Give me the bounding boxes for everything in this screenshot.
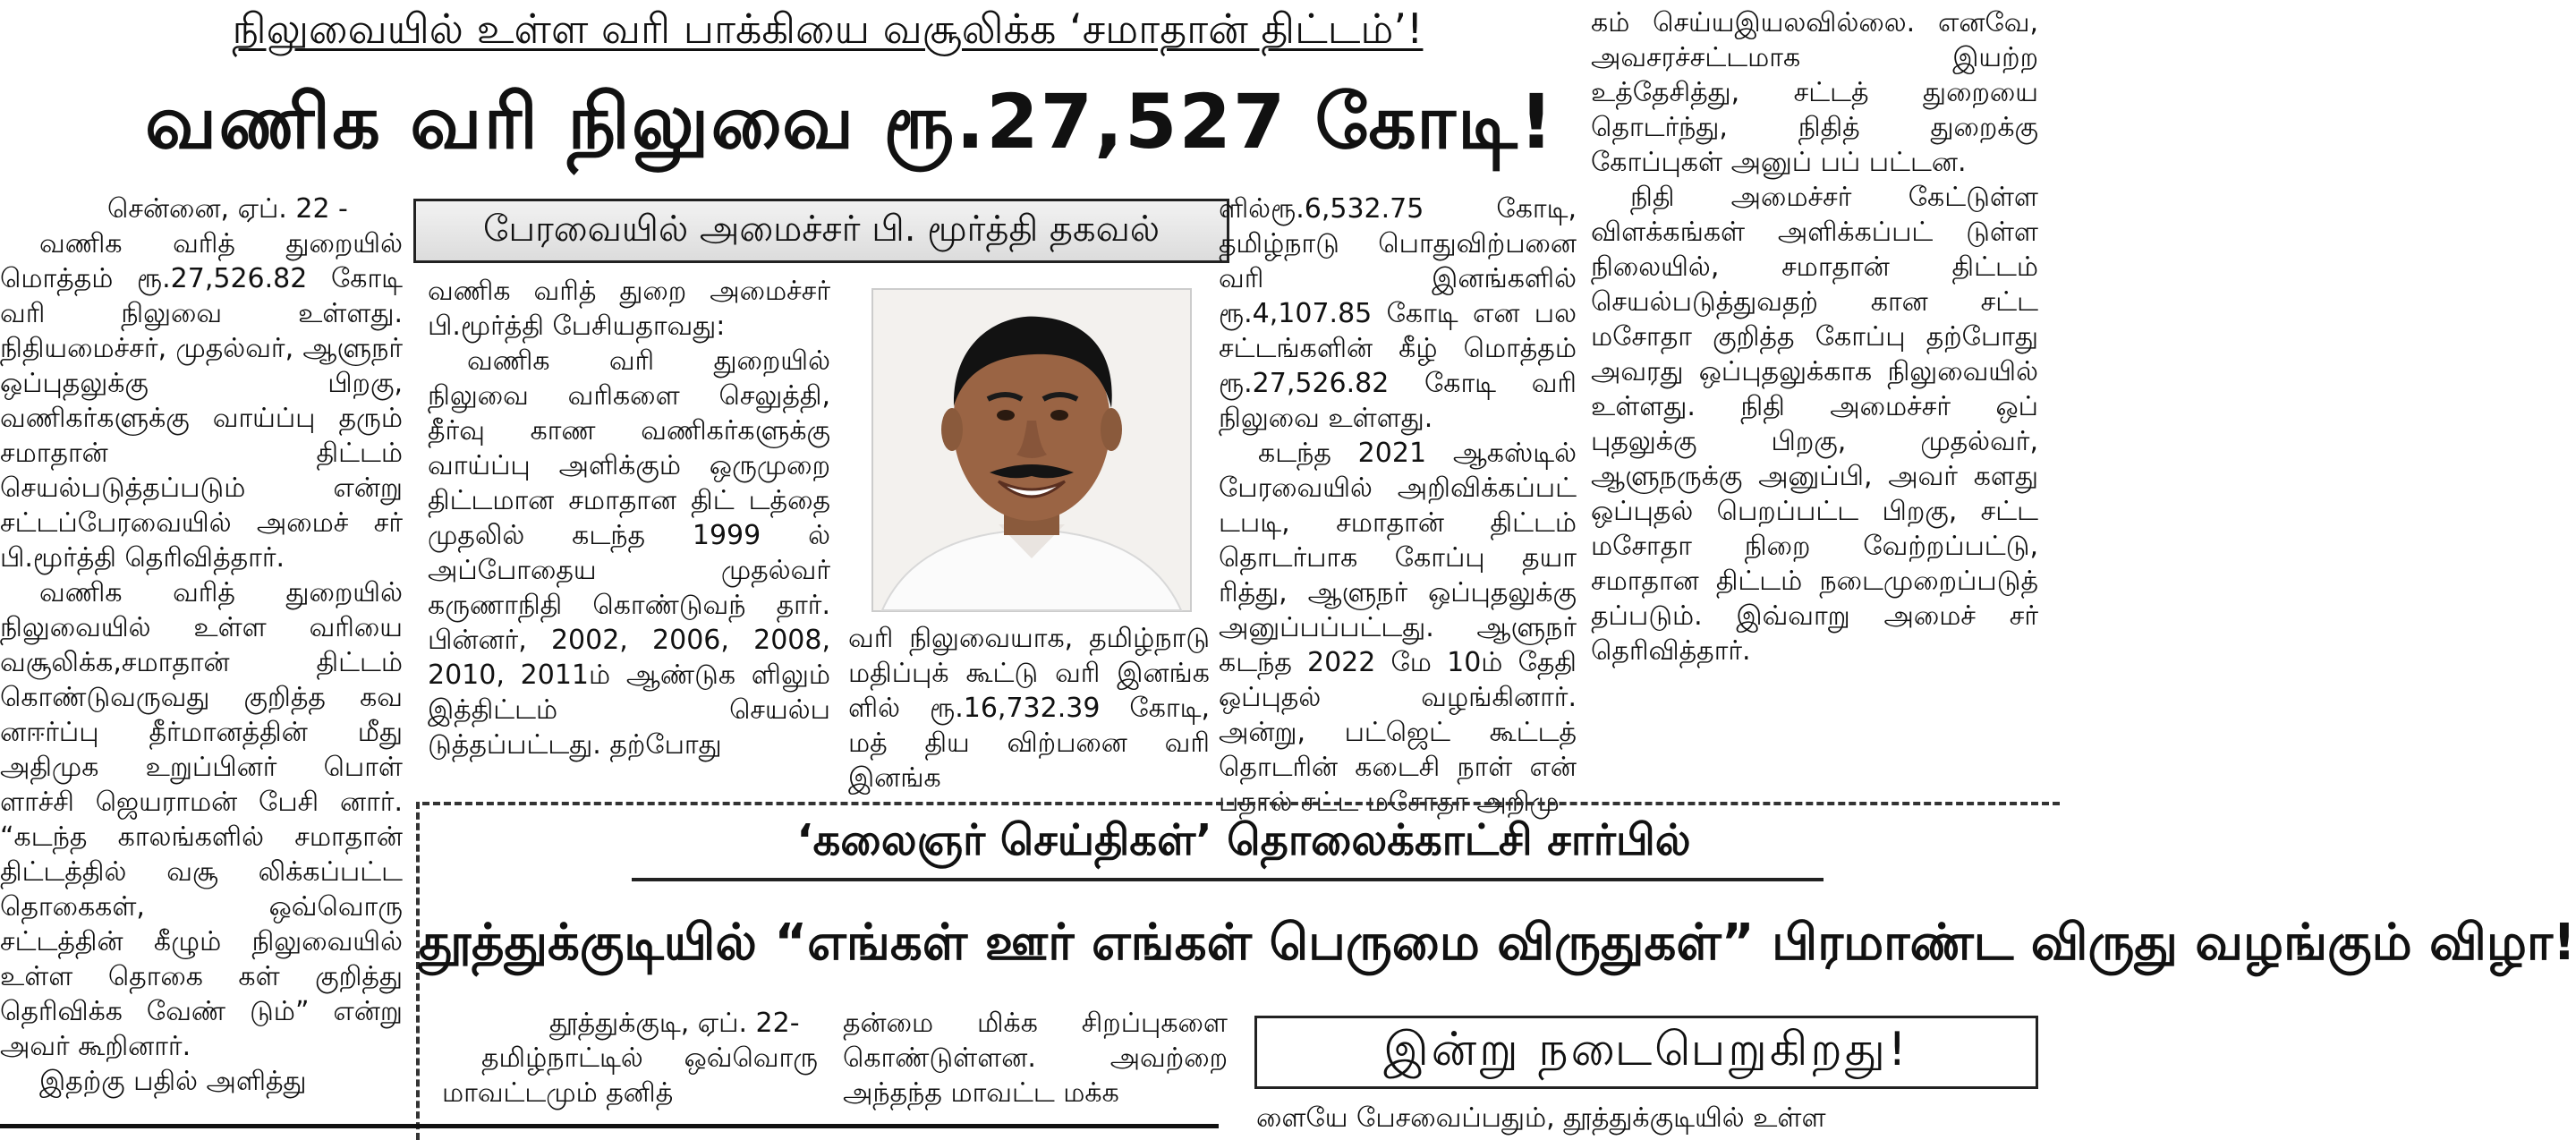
story2-kicker: ‘கலைஞர் செய்திகள்’ தொலைக்காட்சி சார்பில் [796, 815, 1691, 865]
paragraph: இதற்கு பதில் அளித்து [39, 1066, 307, 1097]
paragraph: வணிக வரி துறையில் நிலுவை வரிகளை செலுத்தி, தீர்வு காண வணிகர்களுக்கு வாய்ப்பு அளிக்கும் ஒருமுறை திட்டமான சமாதான திட் டத்தை முதலில் கடந்த 1999 ல் அப்போதைய முதல்வர் கருணாநிதி கொண்டுவந் தார். பின்னர், 2002, 2006, 2008, 2010, 2011ம் ஆண்டுக ளிலும் இத்திட்டம் செயல்ப டுத்தப்பட்டது. தற்போது [428, 345, 830, 761]
story2-column-1 [442, 1006, 818, 1110]
section-divider [422, 802, 2060, 805]
minister-photo [871, 288, 1192, 612]
subheadline-box [413, 199, 1229, 263]
article-column-4 [1219, 191, 1577, 820]
paragraph: ளையே பேசவைப்பதும், தூத்துக்குடியில் உள்ள [1256, 1102, 1826, 1134]
paragraph: ளில்ரூ.6,532.75 கோடி, தமிழ்நாடு பொதுவிற்பனை வரி இனங்களில் ரூ.4,107.85 கோடி என பல சட்டங்களின் கீழ் மொத்தம் ரூ.27,526.82 கோடி வரி நிலுவை உள்ளது. [1219, 193, 1577, 434]
article-column-1 [0, 191, 403, 1099]
dateline: சென்னை, ஏப். 22 - [107, 193, 348, 225]
paragraph: வணிக வரித் துறையில் நிலுவையில் உள்ள வரியை வசூலிக்க,சமாதான் திட்டம் கொண்டுவருவது குறித்த கவ னஈர்ப்பு தீர்மானத்தின் மீது அதிமுக உறுப்பினர் பொள் ளாச்சி ஜெயராமன் பேசி னார். “கடந்த காலங்களில் சமாதான் திட்டத்தில் வசூ லிக்கப்பட்ட தொகைகள், ஒவ்வொரு சட்டத்தின் கீழும் நிலுவையில் உள்ள தொகை கள் குறித்து தெரிவிக்க வேண் டும்” என்று அவர் கூறினார். [0, 577, 403, 1062]
story2-column-2 [843, 1006, 1228, 1110]
paragraph: வணிக வரித் துறையில் மொத்தம் ரூ.27,526.82 கோடி வரி நிலுவை உள்ளது. நிதியமைச்சர், முதல்வர், ஆளுநர் ஒப்புதலுக்கு பிறகு, வணிகர்களுக்கு வாய்ப்பு தரும் சமாதான் திட்டம் செயல்படுத்தப்படும் என்று சட்டப்பேரவையில் அமைச் சர் பி.மூர்த்தி தெரிவித்தார். [0, 228, 403, 574]
event-today-label: இன்று நடைபெறுகிறது! [1383, 1022, 1909, 1076]
paragraph: வரி நிலுவையாக, தமிழ்நாடு மதிப்புக் கூட்டு வரி இனங்க ளில் ரூ.16,732.39 கோடி, மத் திய விற்பனை வரி இனங்க [848, 623, 1210, 794]
article-column-5 [1591, 5, 2038, 668]
event-today-box [1254, 1016, 2038, 1089]
story2-column-3 [1256, 1101, 2044, 1136]
kicker-underline [632, 878, 1824, 881]
article-column-3 [848, 621, 1210, 795]
portrait-image [873, 290, 1190, 610]
story2-headline: தூத்துக்குடியில் “எங்கள் ஊர் எங்கள் பெருமை விருதுகள்” பிரமாண்ட விருது வழங்கும் விழா! [419, 914, 2576, 972]
dateline: தூத்துக்குடி, ஏப். 22- [549, 1008, 800, 1039]
bottom-rule [0, 1124, 1219, 1128]
paragraph: தன்மை மிக்க சிறப்புகளை கொண்டுள்ளன. அவற்றை அந்தந்த மாவட்ட மக்க [843, 1008, 1228, 1109]
paragraph: நிதி அமைச்சர் கேட்டுள்ள விளக்கங்கள் அளிக்கப்பட் டுள்ள நிலையில், சமாதான் திட்டம் செயல்படுத்துவதற் கான சட்ட மசோதா குறித்த கோப்பு தற்போது அவரது ஒப்புதலுக்காக நிலுவையில் உள்ளது. நிதி அமைச்சர் ஒப் புதலுக்கு பிறகு, முதல்வர், ஆளுநருக்கு அனுப்பி, அவர் களது ஒப்புதல் பெறப்பட்ட பிறகு, சட்ட மசோதா நிறை வேற்றப்பட்டு, சமாதான திட்டம் நடைமுறைப்படுத் தப்படும். இவ்வாறு அமைச் சர் தெரிவித்தார். [1591, 182, 2038, 667]
article-column-2 [428, 274, 830, 762]
main-headline: வணிக வரி நிலுவை ரூ.27,527 கோடி! [144, 78, 1556, 166]
paragraph: கடந்த 2021 ஆகஸ்டில் பேரவையில் அறிவிக்கப்பட் டபடி, சமாதான் திட்டம் தொடர்பாக கோப்பு தயா ரித்து, ஆளுநர் ஒப்புதலுக்கு அனுப்பப்பட்டது. ஆளுநர் கடந்த 2022 மே 10ம் தேதி ஒப்புதல் வழங்கினார். அன்று, பட்ஜெட் கூட்டத் தொடரின் கடைசி நாள் என் பதால் சட்ட மசோதா அறிமு [1219, 438, 1577, 818]
story-kicker: நிலுவையில் உள்ள வரி பாக்கியை வசூலிக்க ‘சமாதான் திட்டம்’! [232, 4, 1424, 53]
subheadline: பேரவையில் அமைச்சர் பி. மூர்த்தி தகவல் [482, 208, 1160, 250]
paragraph: கம் செய்யஇயலவில்லை. எனவே, அவசரச்சட்டமாக இயற்ற உத்தேசித்து, சட்டத் துறையை தொடர்ந்து, நிதித் துறைக்கு கோப்புகள் அனுப் பப் பட்டன. [1591, 7, 2038, 178]
paragraph: வணிக வரித் துறை அமைச்சர் பி.மூர்த்தி பேசியதாவது: [428, 276, 830, 342]
paragraph: தமிழ்நாட்டில் ஒவ்வொரு மாவட்டமும் தனித் [442, 1042, 818, 1109]
